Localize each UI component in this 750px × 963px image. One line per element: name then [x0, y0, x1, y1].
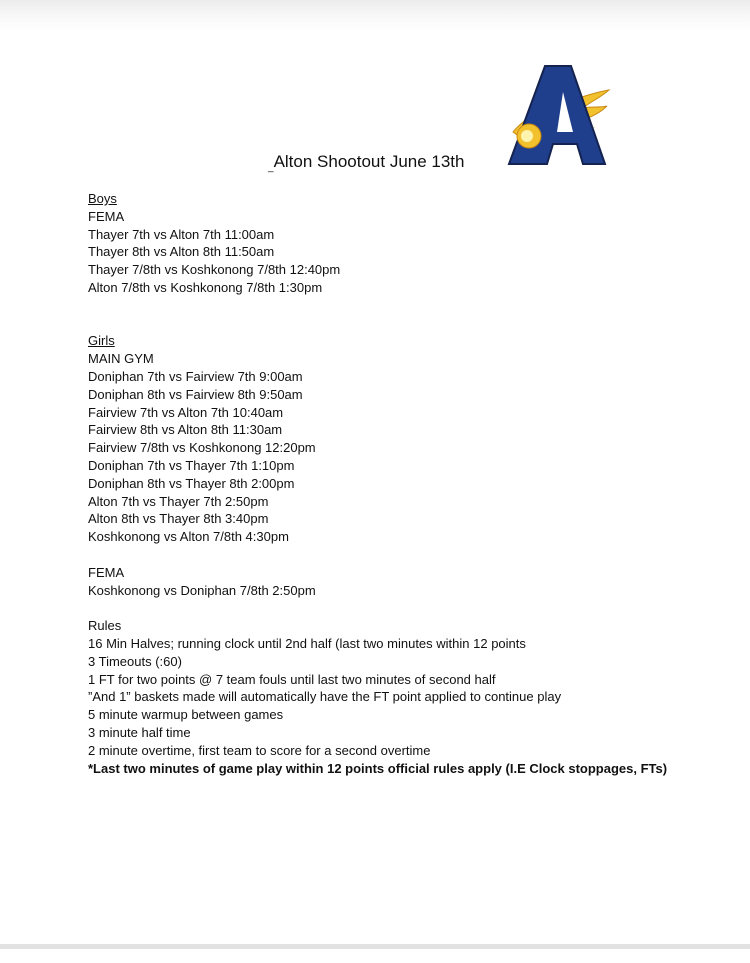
rule-item: 5 minute warmup between games	[88, 707, 284, 723]
boys-game: Thayer 7/8th vs Koshkonong 7/8th 12:40pm	[88, 262, 341, 278]
boys-game: Alton 7/8th vs Koshkonong 7/8th 1:30pm	[88, 279, 323, 295]
girls-game: Fairview 8th vs Alton 8th 11:30am	[88, 422, 283, 438]
rule-item: 16 Min Halves; running clock until 2nd half (last two minutes within 12 points	[88, 635, 526, 651]
girls-fema-location: FEMA	[88, 564, 125, 580]
girls-fema-game: Koshkonong vs Doniphan 7/8th 2:50pm	[88, 582, 316, 598]
boys-location: FEMA	[88, 208, 125, 224]
page-top-shadow	[0, 0, 750, 30]
rule-item: 2 minute overtime, first team to score for a second overtime	[88, 742, 431, 758]
girls-game: Doniphan 7th vs Fairview 7th 9:00am	[88, 368, 303, 384]
girls-main-location: MAIN GYM	[88, 351, 154, 367]
title-tick-mark: _	[268, 162, 274, 173]
girls-game: Koshkonong vs Alton 7/8th 4:30pm	[88, 529, 289, 545]
girls-game: Fairview 7/8th vs Koshkonong 12:20pm	[88, 440, 316, 456]
page-bottom-divider	[0, 944, 750, 949]
page-title-text: Alton Shootout June 13th	[273, 152, 465, 171]
schedule-content	[88, 190, 728, 777]
girls-game: Doniphan 8th vs Fairview 8th 9:50am	[88, 386, 303, 402]
boys-game: Thayer 8th vs Alton 8th 11:50am	[88, 244, 275, 260]
girls-game: Doniphan 7th vs Thayer 7th 1:10pm	[88, 457, 295, 473]
girls-game: Fairview 7th vs Alton 7th 10:40am	[88, 404, 284, 420]
page-title	[268, 151, 465, 179]
boys-heading: Boys	[88, 191, 117, 206]
rule-item: 3 minute half time	[88, 724, 191, 740]
alton-a-logo	[505, 62, 613, 168]
rule-item: 3 Timeouts (:60)	[88, 653, 182, 669]
rules-official-note: *Last two minutes of game play within 12 points official rules apply (I.E Clock stoppages, FTs)	[88, 760, 668, 776]
boys-game: Thayer 7th vs Alton 7th 11:00am	[88, 226, 275, 242]
rule-item: 1 FT for two points @ 7 team fouls until last two minutes of second half	[88, 671, 496, 687]
spacer	[88, 546, 728, 564]
rule-item: ”And 1” baskets made will automatically have the FT point applied to continue play	[88, 689, 562, 705]
rules-heading: Rules	[88, 618, 122, 634]
girls-game: Doniphan 8th vs Thayer 8th 2:00pm	[88, 475, 295, 491]
girls-game: Alton 8th vs Thayer 8th 3:40pm	[88, 511, 269, 527]
girls-game: Alton 7th vs Thayer 7th 2:50pm	[88, 493, 269, 509]
girls-heading: Girls	[88, 333, 115, 349]
spacer	[88, 599, 728, 617]
spacer	[88, 297, 728, 333]
